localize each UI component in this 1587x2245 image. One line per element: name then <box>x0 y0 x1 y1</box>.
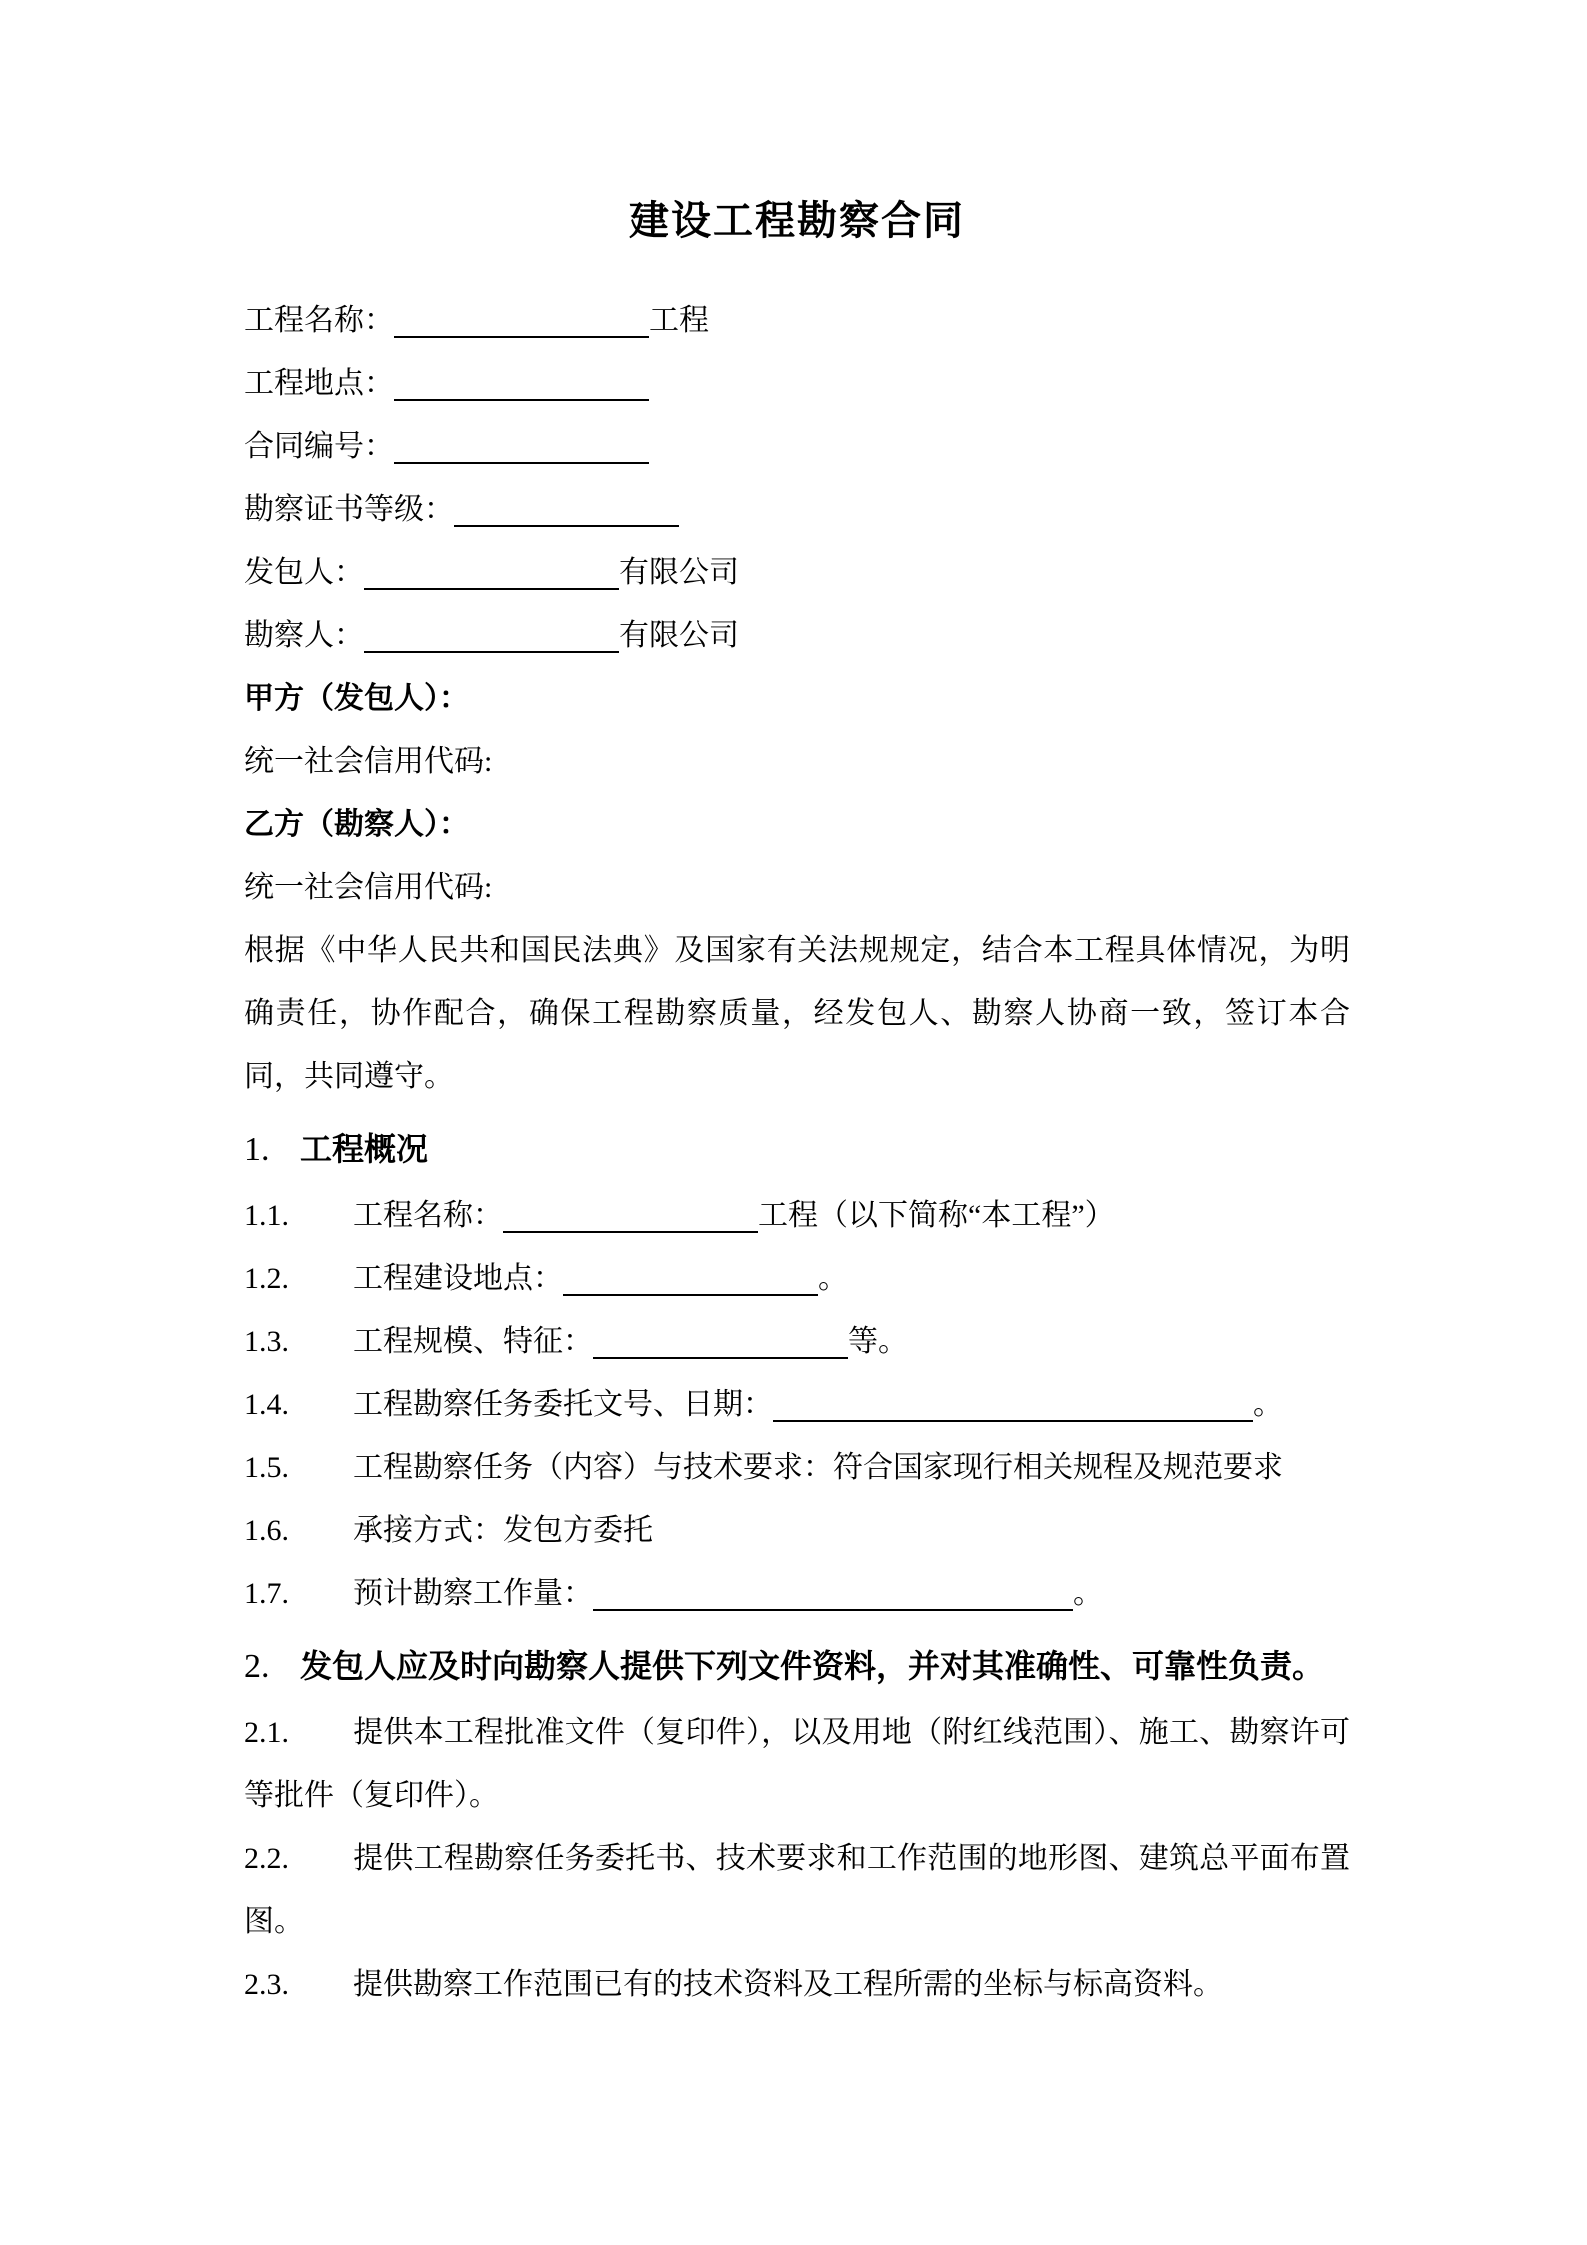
item-1-2 <box>244 1247 1350 1310</box>
item-1-7 <box>244 1562 1350 1625</box>
form-line-project-site <box>244 352 1350 415</box>
form-line-cert-grade <box>244 478 1350 541</box>
item-1-3 <box>244 1310 1350 1373</box>
item-2-3-text: 提供勘察工作范围已有的技术资料及工程所需的坐标与标高资料。 <box>353 1968 1223 2001</box>
item-1-6 <box>244 1499 1350 1562</box>
item-2-2-number: 2.2. <box>244 1842 289 1875</box>
item-1-4-number: 1.4. <box>244 1388 289 1421</box>
section-2-number: 2. <box>244 1648 270 1685</box>
item-2-2 <box>244 1827 1350 1953</box>
project-site-label: 工程地点： <box>244 367 394 400</box>
surveyor-blank <box>364 621 619 653</box>
item-1-7-suffix: 。 <box>1073 1577 1103 1610</box>
item-1-4 <box>244 1373 1350 1436</box>
intro-paragraph: 根据《中华人民共和国民法典》及国家有关法规规定，结合本工程具体情况，为明确责任，协作配合，确保工程勘察质量，经发包人、勘察人协商一致，签订本合同，共同遵守。 <box>244 934 1350 1093</box>
form-line-project-name <box>244 289 1350 352</box>
page-title: 建设工程勘察合同 <box>629 199 965 243</box>
item-1-5-text: 工程勘察任务（内容）与技术要求：符合国家现行相关规程及规范要求 <box>353 1451 1283 1484</box>
item-1-3-suffix: 等。 <box>848 1325 908 1358</box>
item-1-4-suffix: 。 <box>1253 1388 1283 1421</box>
item-1-1 <box>244 1184 1350 1247</box>
form-line-surveyor <box>244 604 1350 667</box>
item-1-7-number: 1.7. <box>244 1577 289 1610</box>
surveyor-suffix: 有限公司 <box>619 619 739 652</box>
project-name-suffix: 工程 <box>649 304 709 337</box>
employer-label: 发包人： <box>244 556 364 589</box>
item-1-6-number: 1.6. <box>244 1514 289 1547</box>
item-1-2-suffix: 。 <box>818 1262 848 1295</box>
party-b-line: 乙方（勘察人）： <box>244 808 469 841</box>
item-1-2-number: 1.2. <box>244 1262 289 1295</box>
cert-grade-label: 勘察证书等级： <box>244 493 454 526</box>
party-a-credit-code-line: 统一社会信用代码: <box>244 745 493 778</box>
item-1-7-label: 预计勘察工作量： <box>353 1577 593 1610</box>
item-1-3-label: 工程规模、特征： <box>353 1325 593 1358</box>
item-1-3-number: 1.3. <box>244 1325 289 1358</box>
project-site-blank <box>394 369 649 401</box>
section-2-heading <box>244 1633 1350 1701</box>
project-name-blank <box>394 306 649 338</box>
cert-grade-blank <box>454 495 679 527</box>
item-1-4-blank <box>773 1390 1253 1422</box>
item-1-2-label: 工程建设地点： <box>353 1262 563 1295</box>
form-line-contract-no <box>244 415 1350 478</box>
item-1-3-blank <box>593 1327 848 1359</box>
item-1-1-number: 1.1. <box>244 1199 289 1232</box>
item-1-1-blank <box>503 1201 758 1233</box>
item-1-5-number: 1.5. <box>244 1451 289 1484</box>
item-2-3-number: 2.3. <box>244 1968 289 2001</box>
item-1-7-blank <box>593 1579 1073 1611</box>
item-2-2-text: 提供工程勘察任务委托书、技术要求和工作范围的地形图、建筑总平面布置图。 <box>244 1842 1350 1938</box>
employer-suffix: 有限公司 <box>619 556 739 589</box>
contract-no-blank <box>394 432 649 464</box>
party-a-line: 甲方（发包人）： <box>244 682 469 715</box>
section-1-number: 1. <box>244 1131 270 1168</box>
contract-no-label: 合同编号： <box>244 430 394 463</box>
form-line-employer <box>244 541 1350 604</box>
section-1-heading <box>244 1116 1350 1184</box>
item-2-3 <box>244 1953 1350 2016</box>
item-1-2-blank <box>563 1264 818 1296</box>
employer-blank <box>364 558 619 590</box>
project-name-label: 工程名称： <box>244 304 394 337</box>
item-1-4-label: 工程勘察任务委托文号、日期： <box>353 1388 773 1421</box>
party-b-credit-code-line: 统一社会信用代码: <box>244 871 493 904</box>
item-2-1-number: 2.1. <box>244 1716 289 1749</box>
item-1-5 <box>244 1436 1350 1499</box>
section-1-title: 工程概况 <box>300 1131 429 1167</box>
item-1-1-label: 工程名称： <box>353 1199 503 1232</box>
surveyor-label: 勘察人： <box>244 619 364 652</box>
item-2-1 <box>244 1701 1350 1827</box>
item-2-1-text: 提供本工程批准文件（复印件），以及用地（附红线范围）、施工、勘察许可等批件（复印件）。 <box>244 1716 1350 1812</box>
item-1-6-text: 承接方式：发包方委托 <box>353 1514 653 1547</box>
section-2-title: 发包人应及时向勘察人提供下列文件资料，并对其准确性、可靠性负责。 <box>300 1648 1325 1684</box>
item-1-1-suffix: 工程（以下简称“本工程”） <box>758 1199 1115 1232</box>
